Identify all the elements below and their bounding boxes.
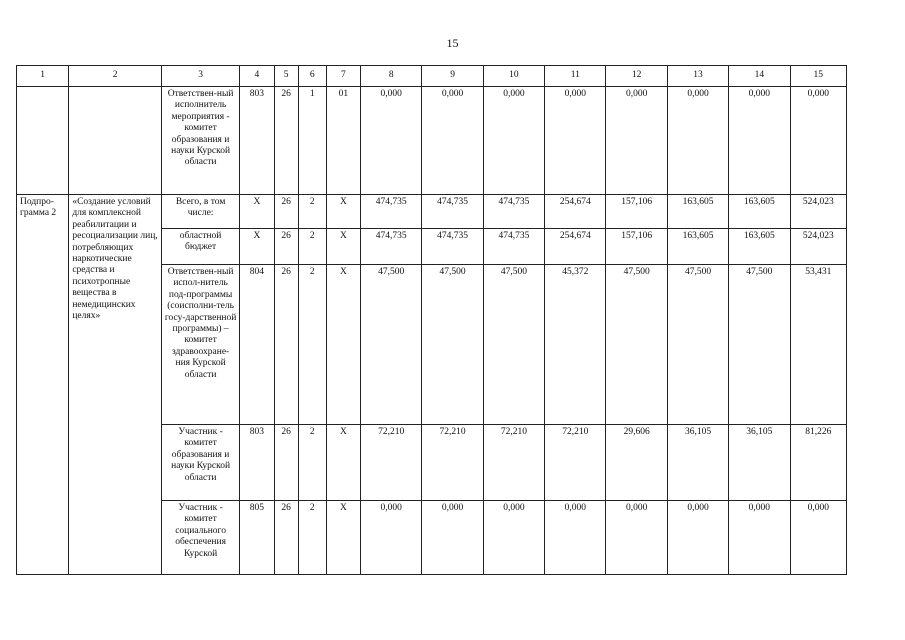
value-cell: 0,000: [483, 501, 544, 575]
value-cell: 29,606: [606, 425, 667, 501]
code-cell: 2: [298, 425, 326, 501]
table-row: [17, 195, 847, 229]
code-cell: 26: [274, 87, 298, 195]
value-cell: 254,674: [545, 195, 606, 229]
code-cell: Х: [326, 195, 360, 229]
column-header: 13: [667, 66, 728, 87]
column-header: 7: [326, 66, 360, 87]
code-cell: Х: [240, 195, 274, 229]
code-cell: 2: [298, 265, 326, 425]
value-cell: 72,210: [483, 425, 544, 501]
column-header: 1: [17, 66, 69, 87]
value-cell: 157,106: [606, 229, 667, 265]
value-cell: 474,735: [422, 229, 483, 265]
code-cell: 26: [274, 229, 298, 265]
value-cell: 45,372: [545, 265, 606, 425]
value-cell: 474,735: [422, 195, 483, 229]
executor-cell: Всего, в том числе:: [161, 195, 239, 229]
value-cell: 0,000: [667, 87, 728, 195]
value-cell: 0,000: [790, 87, 846, 195]
executor-cell: Участник - комитет образования и науки Курской области: [161, 425, 239, 501]
value-cell: 36,105: [729, 425, 790, 501]
value-cell: 474,735: [361, 229, 422, 265]
executor-cell: областной бюджет: [161, 229, 239, 265]
value-cell: 0,000: [729, 87, 790, 195]
value-cell: 72,210: [361, 425, 422, 501]
value-cell: 163,605: [729, 195, 790, 229]
code-cell: Х: [326, 265, 360, 425]
column-header: 3: [161, 66, 239, 87]
value-cell: 0,000: [361, 87, 422, 195]
empty-cell: [17, 87, 69, 195]
column-header: 6: [298, 66, 326, 87]
value-cell: 157,106: [606, 195, 667, 229]
value-cell: 524,023: [790, 229, 846, 265]
value-cell: 474,735: [361, 195, 422, 229]
code-cell: 805: [240, 501, 274, 575]
column-header: 9: [422, 66, 483, 87]
value-cell: 47,500: [361, 265, 422, 425]
column-header: 8: [361, 66, 422, 87]
code-cell: 26: [274, 265, 298, 425]
value-cell: 81,226: [790, 425, 846, 501]
value-cell: 254,674: [545, 229, 606, 265]
value-cell: 0,000: [422, 501, 483, 575]
column-header: 11: [545, 66, 606, 87]
value-cell: 0,000: [545, 501, 606, 575]
value-cell: 0,000: [483, 87, 544, 195]
code-cell: 803: [240, 87, 274, 195]
code-cell: Х: [326, 425, 360, 501]
code-cell: 804: [240, 265, 274, 425]
code-cell: Х: [326, 229, 360, 265]
empty-cell: [69, 87, 162, 195]
value-cell: 163,605: [667, 195, 728, 229]
value-cell: 163,605: [729, 229, 790, 265]
executor-cell: Ответствен-ный испол-нитель под-программы (соисполни-тель госу-дарственной программы) – комитет здравоохране-ния Курской области: [161, 265, 239, 425]
value-cell: 524,023: [790, 195, 846, 229]
code-cell: 2: [298, 229, 326, 265]
value-cell: 0,000: [545, 87, 606, 195]
page-number: 15: [446, 36, 459, 50]
code-cell: Х: [326, 501, 360, 575]
value-cell: 0,000: [729, 501, 790, 575]
value-cell: 0,000: [667, 501, 728, 575]
value-cell: 474,735: [483, 229, 544, 265]
column-header: 12: [606, 66, 667, 87]
column-header: 5: [274, 66, 298, 87]
value-cell: 47,500: [667, 265, 728, 425]
column-header: 2: [69, 66, 162, 87]
value-cell: 0,000: [606, 87, 667, 195]
value-cell: 0,000: [606, 501, 667, 575]
header-row: [17, 66, 847, 87]
executor-cell: Ответствен-ный исполнитель мероприятия - комитет образования и науки Курской области: [161, 87, 239, 195]
column-header: 14: [729, 66, 790, 87]
code-cell: 26: [274, 425, 298, 501]
code-cell: 2: [298, 195, 326, 229]
executor-cell: Участник - комитет социального обеспечения Курской: [161, 501, 239, 575]
code-cell: 26: [274, 195, 298, 229]
value-cell: 47,500: [606, 265, 667, 425]
value-cell: 47,500: [729, 265, 790, 425]
code-cell: 26: [274, 501, 298, 575]
code-cell: 803: [240, 425, 274, 501]
value-cell: 0,000: [361, 501, 422, 575]
value-cell: 47,500: [422, 265, 483, 425]
value-cell: 53,431: [790, 265, 846, 425]
value-cell: 0,000: [790, 501, 846, 575]
code-cell: 1: [298, 87, 326, 195]
value-cell: 72,210: [422, 425, 483, 501]
column-header: 15: [790, 66, 846, 87]
table-row: [17, 87, 847, 195]
code-cell: 2: [298, 501, 326, 575]
value-cell: 36,105: [667, 425, 728, 501]
value-cell: 163,605: [667, 229, 728, 265]
budget-table: [16, 65, 847, 575]
subprogram-label: Подпро-грамма 2: [17, 195, 69, 575]
value-cell: 0,000: [422, 87, 483, 195]
value-cell: 474,735: [483, 195, 544, 229]
subprogram-description: «Создание условий для комплексной реабилитации и ресоциализации лиц, потребляющих наркотические средства и психотропные вещества в немедицинских целях»: [69, 195, 162, 575]
column-header: 10: [483, 66, 544, 87]
code-cell: Х: [240, 229, 274, 265]
value-cell: 47,500: [483, 265, 544, 425]
code-cell: 01: [326, 87, 360, 195]
column-header: 4: [240, 66, 274, 87]
value-cell: 72,210: [545, 425, 606, 501]
